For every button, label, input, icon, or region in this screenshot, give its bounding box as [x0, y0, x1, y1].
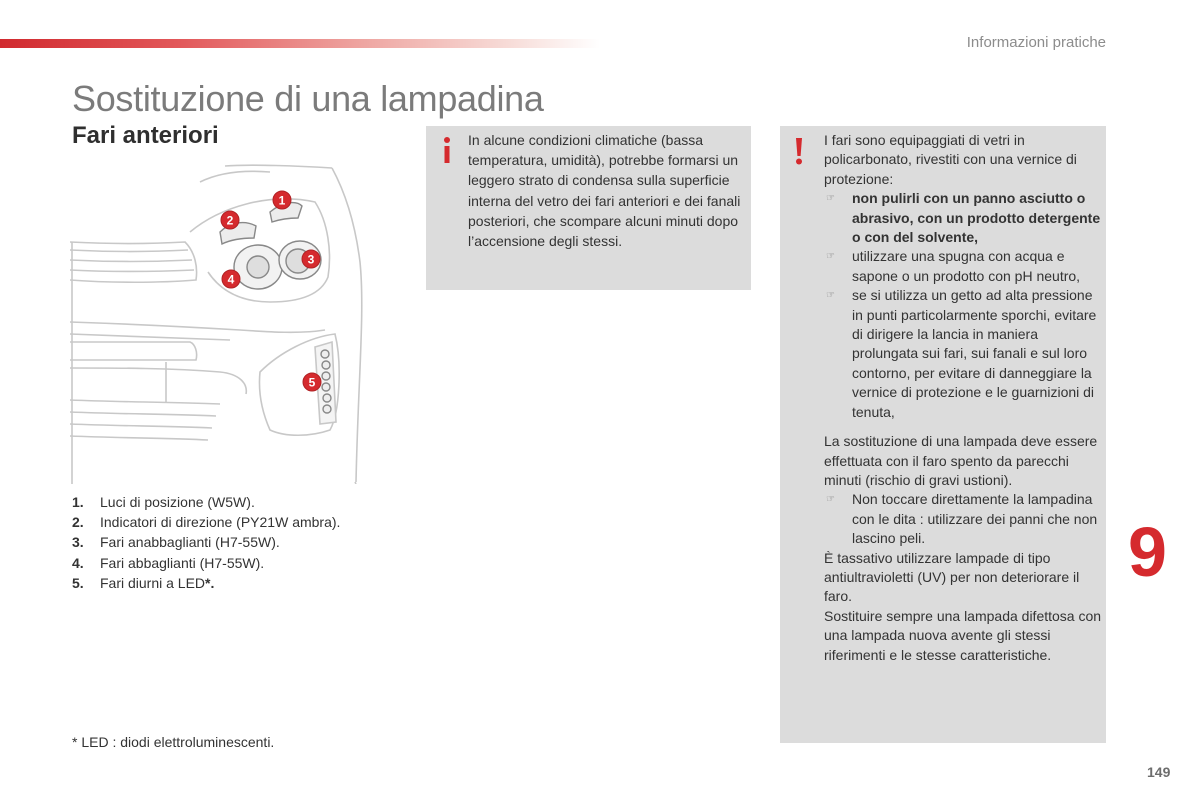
bulb-legend — [72, 492, 340, 593]
hand-pointer-icon: ☞ — [826, 193, 835, 205]
legend-number: 2. — [72, 514, 84, 531]
warning-intro: I fari sono equipaggiati di vetri in policarbonato, rivestiti con una vernice di protezione: — [824, 132, 1077, 187]
callout-1 — [273, 191, 291, 209]
legend-text: Fari diurni a LED*. — [100, 574, 215, 591]
legend-number: 5. — [72, 574, 84, 591]
legend-item — [72, 553, 340, 573]
callout-4 — [222, 270, 240, 288]
legend-text: Fari abbaglianti (H7-55W). — [100, 554, 265, 571]
legend-text: Fari anabbaglianti (H7-55W). — [100, 534, 280, 551]
hand-pointer-icon: ☞ — [826, 290, 835, 302]
header-accent-bar — [0, 39, 600, 48]
svg-text:1: 1 — [278, 193, 286, 208]
legend-item — [72, 573, 340, 593]
legend-number: 4. — [72, 554, 84, 571]
legend-number: 3. — [72, 534, 84, 551]
warning-box — [780, 126, 1106, 743]
legend-item — [72, 532, 340, 552]
page-number: 149 — [1147, 764, 1171, 780]
warning-bullet: ☞ se si utilizza un getto ad alta pressione in punti particolarmente sporchi, evitare di dirigere la lancia in maniera prolungata sui fari, sui fanali e sul loro contorno, per evitare di danneggiare la vernice di protezione e le guarnizioni di tenuta, — [824, 286, 1104, 422]
callout-3 — [302, 250, 320, 268]
legend-item — [72, 492, 340, 512]
callout-2 — [221, 211, 239, 229]
legend-footnote-mark: *. — [205, 574, 215, 591]
warning-bullet: ☞ Non toccare direttamente la lampadina con le dita : utilizzare dei panni che non lascino peli. — [824, 490, 1104, 548]
exclamation-icon — [792, 136, 806, 166]
warning-paragraph: È tassativo utilizzare lampade di tipo antiultravioletti (UV) per non deteriorare il faro. — [824, 549, 1080, 605]
svg-text:2: 2 — [226, 213, 234, 228]
warning-bullet: ☞ non pulirli con un panno asciutto o abrasivo, con un prodotto detergente o con del solvente, — [824, 189, 1104, 247]
legend-text: Luci di posizione (W5W). — [100, 494, 255, 510]
warning-paragraph: Sostituire sempre una lampada difettosa con una lampada nuova avente gli stessi riferimenti e le stesse caratteristiche. — [824, 607, 1102, 663]
svg-text:4: 4 — [227, 272, 235, 287]
info-box — [426, 126, 751, 290]
section-title: Informazioni pratiche — [966, 34, 1106, 51]
warning-bullet: ☞ utilizzare una spugna con acqua e sapone o un prodotto con pH neutro, — [824, 247, 1104, 286]
footnote: * LED : diodi elettroluminescenti. — [72, 734, 275, 750]
chapter-number: 9 — [1128, 513, 1167, 591]
callout-5 — [303, 373, 321, 391]
page-subtitle: Fari anteriori — [72, 122, 219, 149]
svg-text:3: 3 — [307, 252, 315, 267]
legend-text: Indicatori di direzione (PY21W ambra). — [100, 514, 341, 531]
svg-text:5: 5 — [308, 375, 316, 390]
warning-paragraph: La sostituzione di una lampada deve essere effettuata con il faro spento da parecchi minuti (rischio di gravi ustioni). — [824, 433, 1098, 488]
warning-text — [824, 131, 1104, 665]
hand-pointer-icon: ☞ — [826, 494, 835, 506]
info-text: In alcune condizioni climatiche (bassa temperatura, umidità), potrebbe formarsi un leggero strato di condensa sulla superficie interna del vetro dei fari anteriori e dei fanali posteriori, che scompare alcuni minuti dopo l’accensione degli stessi. — [468, 132, 741, 250]
legend-item — [72, 512, 340, 532]
headlight-illustration — [70, 162, 370, 484]
page-title: Sostituzione di una lampadina — [72, 78, 544, 119]
hand-pointer-icon: ☞ — [826, 251, 835, 263]
info-icon — [440, 135, 454, 165]
legend-number: 1. — [72, 494, 84, 510]
